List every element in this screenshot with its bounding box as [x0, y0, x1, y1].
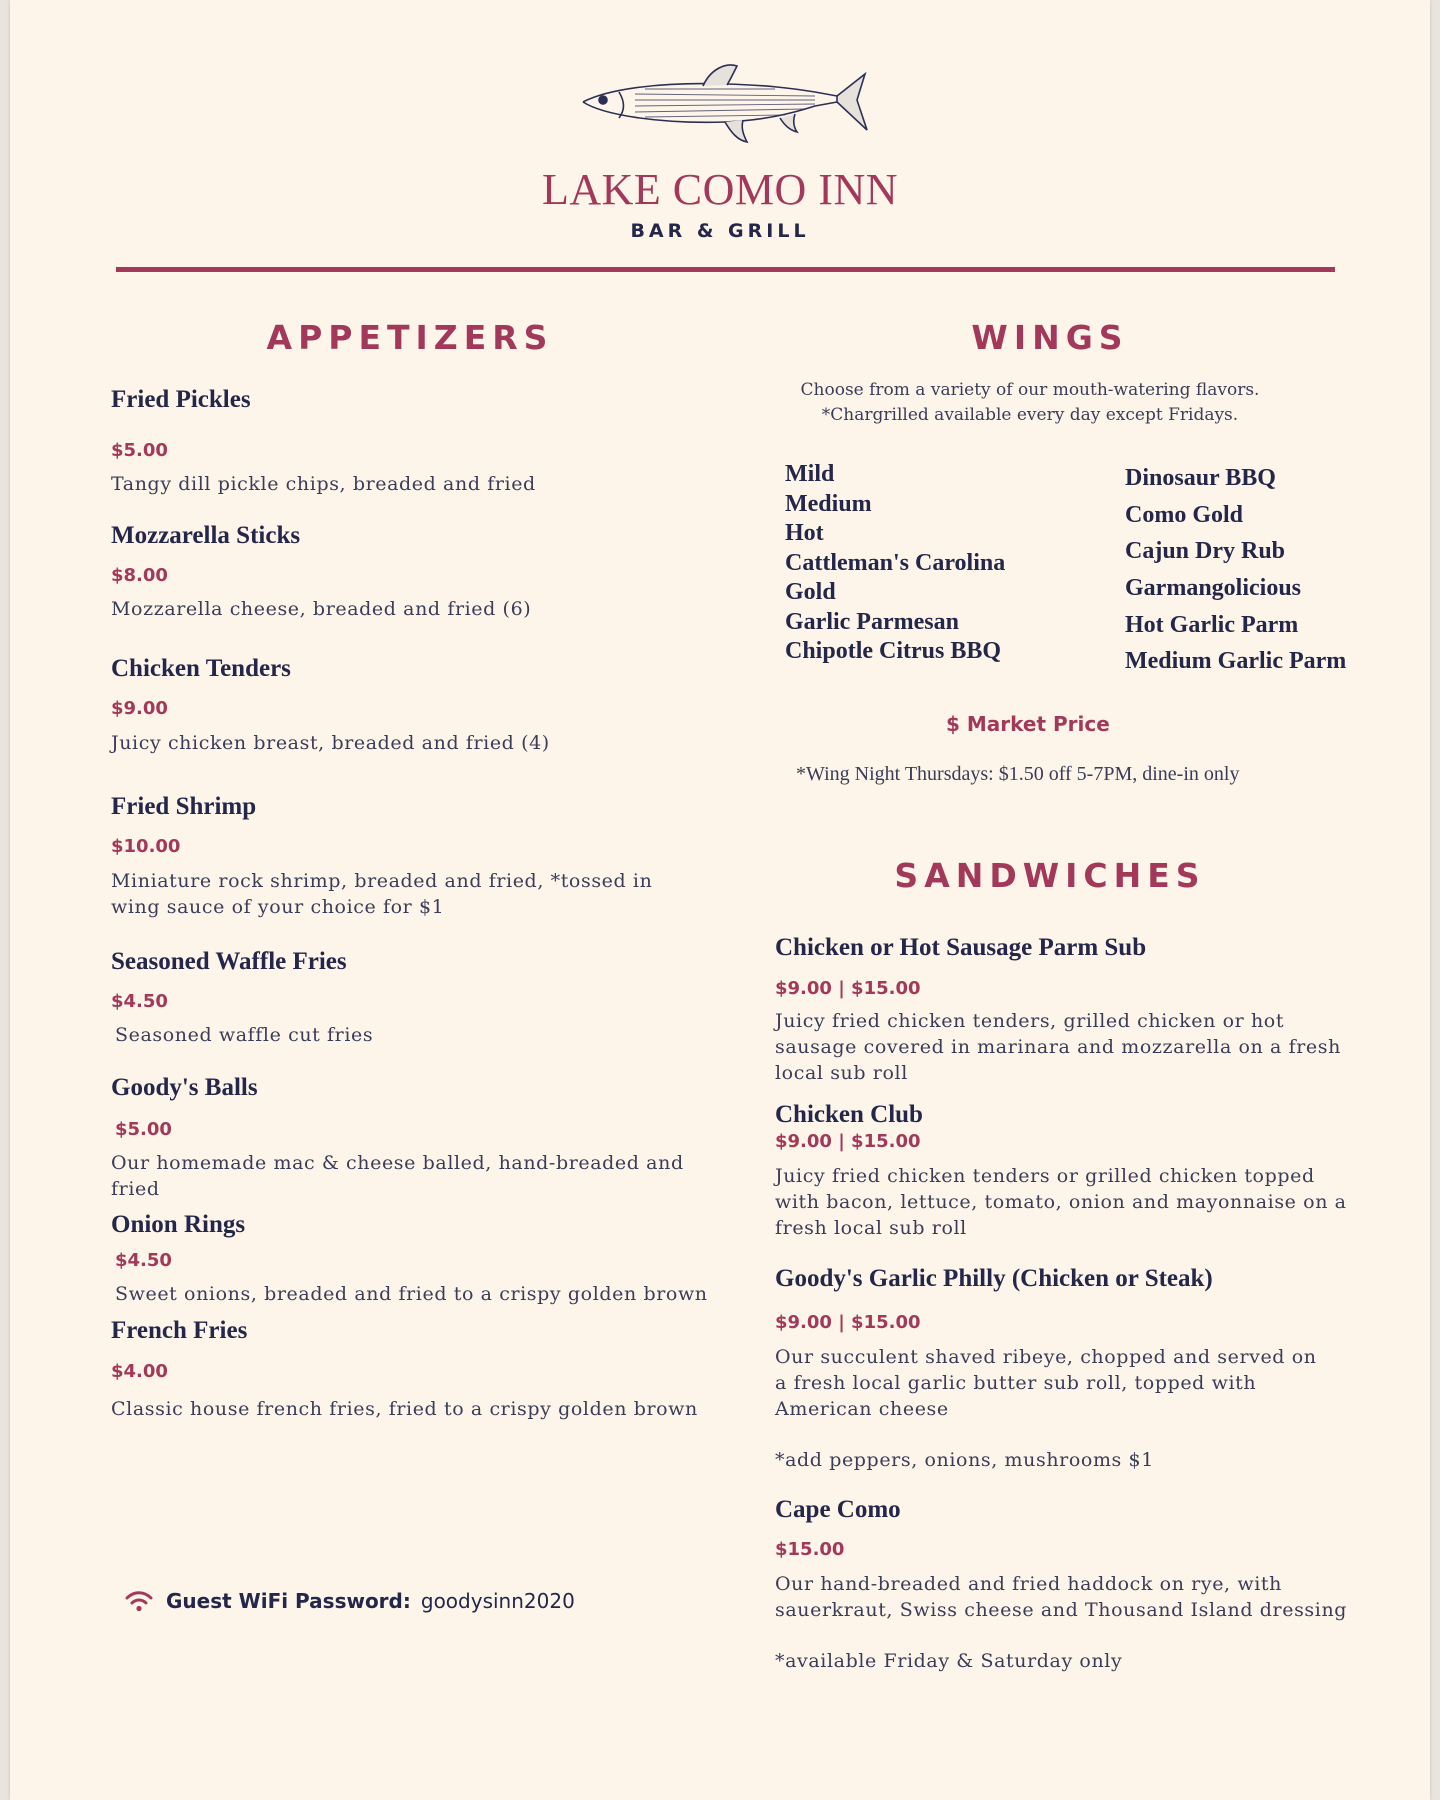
- appetizer-price: $9.00: [111, 698, 168, 719]
- wing-flavor: Cattleman's Carolina: [785, 549, 1006, 576]
- appetizer-name: Chicken Tenders: [111, 655, 291, 682]
- wings-price: $ Market Price: [946, 712, 1110, 736]
- appetizer-description: Tangy dill pickle chips, breaded and fried: [111, 473, 536, 495]
- wings-intro-line: Choose from a variety of our mouth-watering flavors.: [800, 380, 1260, 400]
- wing-flavor: Garlic Parmesan: [785, 608, 959, 635]
- wing-flavors-right: [1125, 460, 1346, 680]
- appetizer-description: Our homemade mac & cheese balled, hand-breaded and fried: [111, 1152, 684, 1200]
- restaurant-subtitle: BAR & GRILL: [630, 220, 810, 242]
- appetizer-description: Classic house french fries, fried to a crispy golden brown: [111, 1398, 698, 1420]
- appetizer-name: Seasoned Waffle Fries: [111, 948, 347, 975]
- appetizer-name: Onion Rings: [111, 1211, 246, 1238]
- sandwich-description: Our succulent shaved ribeye, chopped and served on a fresh local garlic butter sub roll, topped with American cheese: [775, 1346, 1317, 1420]
- appetizer-description: Seasoned waffle cut fries: [115, 1024, 374, 1046]
- wing-flavor: Cajun Dry Rub: [1125, 538, 1286, 565]
- sandwiches-heading: SANDWICHES: [894, 856, 1206, 895]
- appetizer-description: Mozzarella cheese, breaded and fried (6): [111, 598, 532, 620]
- appetizers-heading: APPETIZERS: [266, 318, 554, 357]
- sandwich-description: Our hand-breaded and fried haddock on rye, with sauerkraut, Swiss cheese and Thousand Island dressing: [775, 1573, 1348, 1621]
- appetizer-name: Fried Shrimp: [111, 793, 257, 820]
- wing-flavor: Como Gold: [1125, 501, 1244, 528]
- wings-heading: WINGS: [971, 318, 1129, 357]
- appetizer-price: $4.50: [115, 1250, 172, 1271]
- sandwich-name: Goody's Garlic Philly (Chicken or Steak): [775, 1265, 1213, 1292]
- wing-flavors-left: [785, 460, 1005, 667]
- appetizer-price: $4.00: [111, 1361, 168, 1382]
- wifi-icon: [124, 1588, 154, 1614]
- appetizer-price: $10.00: [111, 836, 181, 857]
- appetizer-description: Juicy chicken breast, breaded and fried (4): [111, 732, 550, 754]
- restaurant-name: LAKE COMO INN: [541, 165, 899, 214]
- sandwich-description: Juicy fried chicken tenders or grilled chicken topped with bacon, lettuce, tomato, onion and mayonnaise on a fresh local sub roll: [775, 1165, 1347, 1239]
- appetizer-description: Miniature rock shrimp, breaded and fried, *tossed in wing sauce of your choice for $1: [111, 870, 653, 918]
- wifi-password: goodysinn2020: [420, 1589, 575, 1613]
- appetizer-price: $8.00: [111, 565, 168, 586]
- appetizer-price: $5.00: [115, 1119, 172, 1140]
- sandwich-name: Chicken or Hot Sausage Parm Sub: [775, 934, 1147, 961]
- wing-flavor: Medium Garlic Parm: [1125, 648, 1347, 675]
- wings-intro-line: *Chargrilled available every day except Fridays.: [821, 405, 1239, 425]
- wing-flavor: Gold: [785, 579, 836, 605]
- appetizer-name: French Fries: [111, 1317, 248, 1344]
- wing-flavor: Chipotle Citrus BBQ: [785, 638, 1002, 664]
- appetizer-name: Fried Pickles: [111, 386, 251, 413]
- wing-flavor: Hot: [785, 520, 824, 546]
- wing-flavor: Medium: [785, 490, 872, 517]
- wing-flavor: Mild: [785, 461, 835, 487]
- appetizer-price: $5.00: [111, 440, 168, 461]
- wifi-label: Guest WiFi Password:: [166, 1589, 411, 1613]
- sandwich-note: *available Friday & Saturday only: [775, 1650, 1123, 1672]
- sandwich-price: $9.00 | $15.00: [775, 1131, 921, 1152]
- sandwich-name: Chicken Club: [775, 1101, 923, 1128]
- sandwich-price: $9.00 | $15.00: [775, 978, 921, 999]
- sandwich-name: Cape Como: [775, 1496, 901, 1523]
- appetizer-price: $4.50: [111, 991, 168, 1012]
- wifi-info: [124, 1586, 575, 1616]
- appetizer-name: Mozzarella Sticks: [111, 522, 301, 549]
- header-divider: [116, 267, 1335, 272]
- sandwich-description: Juicy fried chicken tenders, grilled chicken or hot sausage covered in marinara and mozzarella on a fresh local sub roll: [775, 1010, 1341, 1084]
- sandwich-note: *add peppers, onions, mushrooms $1: [775, 1449, 1154, 1471]
- wing-night-note: *Wing Night Thursdays: $1.50 off 5-7PM, dine-in only: [796, 763, 1240, 785]
- appetizer-description: Sweet onions, breaded and fried to a crispy golden brown: [115, 1283, 708, 1305]
- wing-flavor: Hot Garlic Parm: [1125, 611, 1299, 638]
- sandwich-price: $9.00 | $15.00: [775, 1312, 921, 1333]
- wings-intro: [750, 378, 1310, 428]
- appetizer-name: Goody's Balls: [111, 1074, 258, 1101]
- sandwich-price: $15.00: [775, 1539, 845, 1560]
- fish-icon: [575, 62, 875, 162]
- wing-flavor: Garmangolicious: [1125, 575, 1302, 602]
- wing-flavor: Dinosaur BBQ: [1125, 465, 1276, 491]
